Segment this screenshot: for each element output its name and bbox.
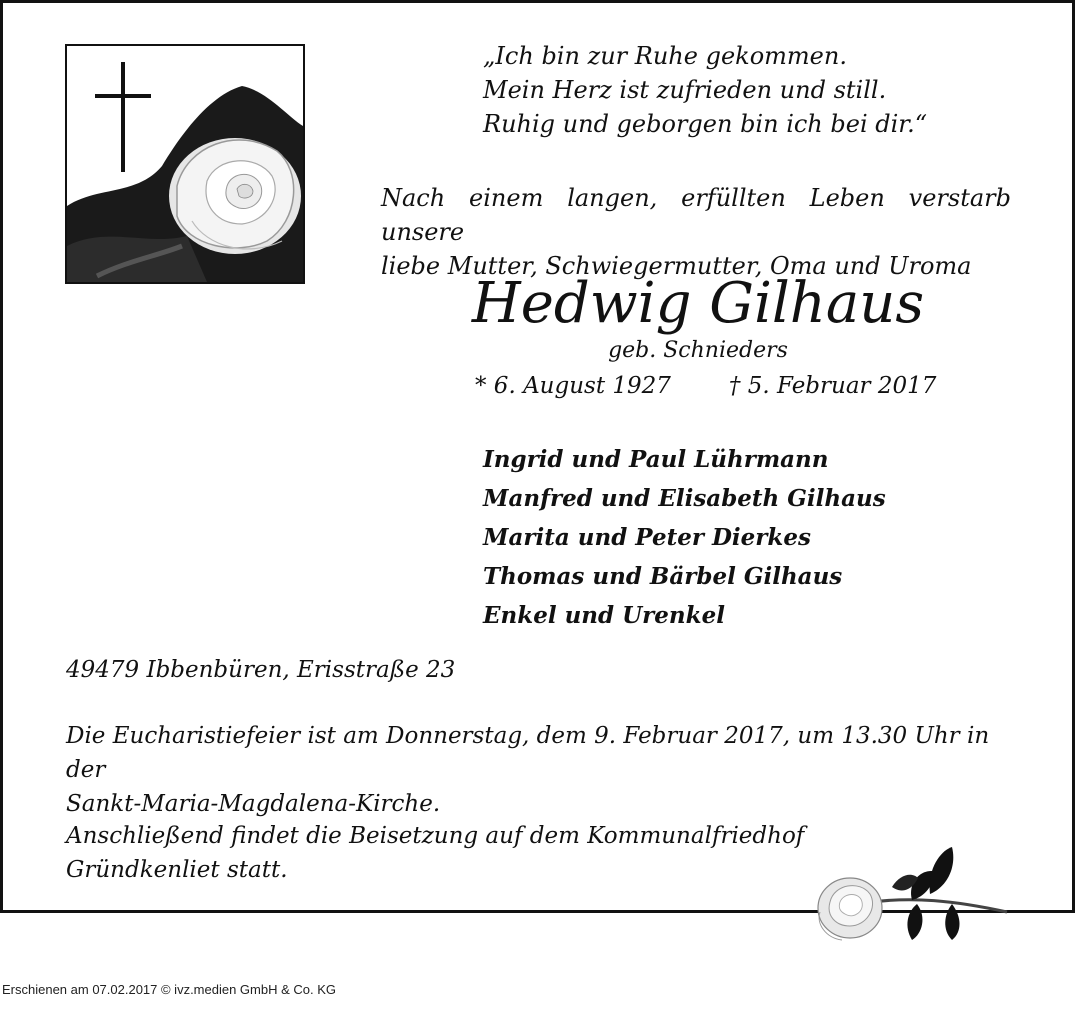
mass-line-2: Sankt-Maria-Magdalena-Kirche. — [66, 791, 441, 817]
quote-line: Ruhig und geborgen bin ich bei dir.“ — [483, 110, 928, 138]
burial-line-1: Anschließend findet die Beisetzung auf dem Kommunalfriedhof — [66, 823, 805, 849]
death-date: † 5. Februar 2017 — [728, 373, 937, 399]
mass-line-1: Die Eucharistiefeier ist am Donnerstag, dem 9. Februar 2017, um 13.30 Uhr in der — [66, 723, 990, 783]
rose-icon — [812, 842, 1012, 942]
burial-line-2: Gründkenliet statt. — [66, 857, 288, 883]
quote — [483, 39, 1043, 141]
intro-text — [381, 181, 1011, 283]
cross-icon — [67, 46, 303, 282]
life-dates — [475, 370, 955, 402]
family-member: Manfred und Elisabeth Gilhaus — [483, 485, 886, 512]
address: 49479 Ibbenbüren, Erisstraße 23 — [66, 657, 456, 683]
intro-line-2: liebe Mutter, Schwiegermutter, Oma und Uroma — [381, 252, 972, 280]
deceased-name: Hedwig Gilhaus — [471, 271, 925, 336]
family-member: Ingrid und Paul Lührmann — [483, 446, 829, 473]
family-list — [483, 440, 1043, 635]
cross-rose-photo — [65, 44, 305, 284]
publication-footer: Erschienen am 07.02.2017 © ivz.medien GmbH & Co. KG — [2, 982, 337, 997]
birth-name: geb. Schnieders — [608, 338, 788, 363]
family-member: Enkel und Urenkel — [483, 602, 725, 629]
birth-date: * 6. August 1927 — [475, 373, 671, 399]
intro-line-1: Nach einem langen, erfüllten Leben verstarb unsere — [381, 184, 1011, 246]
mass-info — [66, 719, 1026, 821]
family-member: Marita und Peter Dierkes — [483, 524, 811, 551]
family-member: Thomas und Bärbel Gilhaus — [483, 563, 843, 590]
quote-line: „Ich bin zur Ruhe gekommen. — [483, 42, 847, 70]
quote-line: Mein Herz ist zufrieden und still. — [483, 76, 887, 104]
